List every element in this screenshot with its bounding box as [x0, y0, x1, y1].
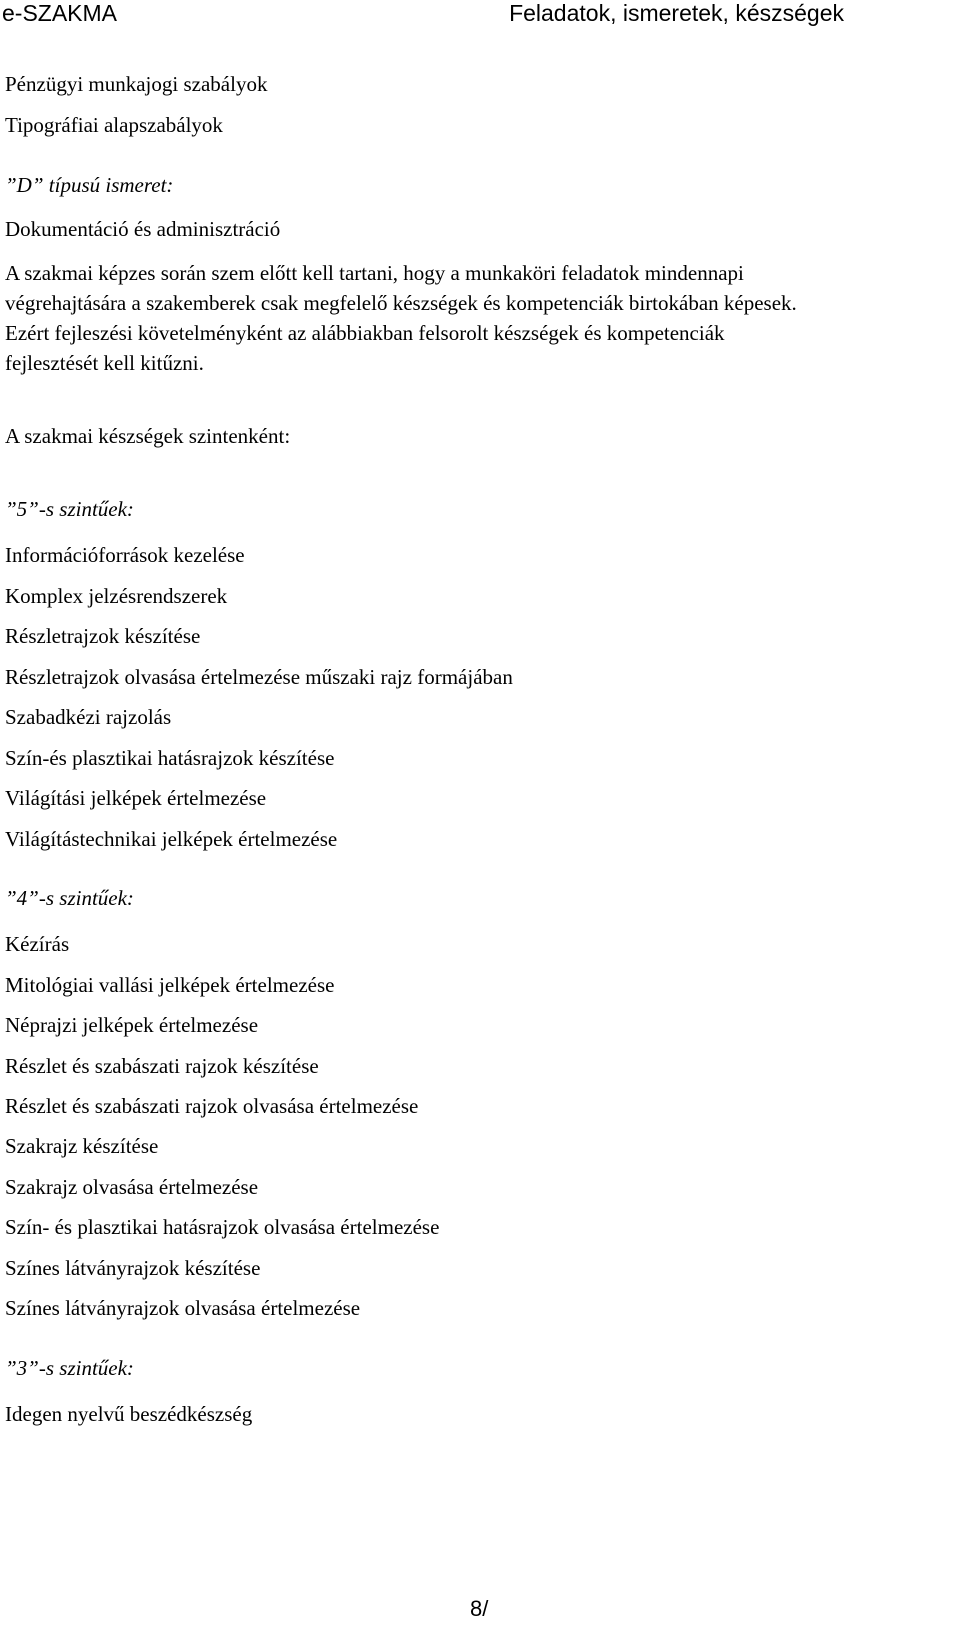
level-heading: ”3”-s szintűek: — [5, 1356, 134, 1380]
list-item: Szakrajz olvasása értelmezése — [5, 1175, 259, 1199]
paragraph-line: végrehajtására a szakemberek csak megfelelő készségek és kompetenciák birtokában képesek. — [5, 291, 797, 315]
list-item: Világítási jelképek értelmezése — [5, 786, 267, 810]
d-type-item: Dokumentáció és adminisztráció — [5, 217, 281, 241]
paragraph-line: fejlesztését kell kitűzni. — [5, 351, 204, 375]
list-item: Komplex jelzésrendszerek — [5, 584, 228, 608]
level-heading: ”5”-s szintűek: — [5, 497, 134, 521]
paragraph-line: Ezért fejleszési követelményként az alábbiakban felsorolt készségek és kompetenciák — [5, 321, 725, 345]
list-item: Színes látványrajzok olvasása értelmezése — [5, 1296, 361, 1320]
header-left-title: e-SZAKMA — [2, 0, 118, 26]
list-item: Részlet és szabászati rajzok olvasása értelmezése — [5, 1094, 419, 1118]
intro-line: Pénzügyi munkajogi szabályok — [5, 72, 268, 96]
level-heading: ”4”-s szintűek: — [5, 886, 134, 910]
header-right-title: Feladatok, ismeretek, készségek — [509, 0, 844, 26]
list-item: Szín- és plasztikai hatásrajzok olvasása értelmezése — [5, 1215, 440, 1239]
d-type-heading: ”D” típusú ismeret: — [5, 173, 174, 197]
list-item: Részletrajzok olvasása értelmezése műszaki rajz formájában — [5, 665, 513, 689]
list-item: Mitológiai vallási jelképek értelmezése — [5, 973, 335, 997]
intro-line: Tipográfiai alapszabályok — [5, 113, 223, 137]
paragraph-line: A szakmai képzes során szem előtt kell tartani, hogy a munkaköri feladatok mindennapi — [5, 261, 744, 285]
list-item: Néprajzi jelképek értelmezése — [5, 1013, 259, 1037]
list-item: Idegen nyelvű beszédkészség — [5, 1402, 253, 1426]
list-item: Szakrajz készítése — [5, 1134, 159, 1158]
skills-heading: A szakmai készségek szintenként: — [5, 424, 291, 448]
list-item: Világítástechnikai jelképek értelmezése — [5, 827, 338, 851]
list-item: Színes látványrajzok készítése — [5, 1256, 261, 1280]
list-item: Szabadkézi rajzolás — [5, 705, 172, 729]
page-number: 8/ — [470, 1596, 489, 1621]
list-item: Szín-és plasztikai hatásrajzok készítése — [5, 746, 335, 770]
page-header — [0, 0, 844, 30]
list-item: Információforrások kezelése — [5, 543, 245, 567]
list-item: Kézírás — [5, 932, 70, 956]
paragraph — [5, 258, 905, 378]
list-item: Részlet és szabászati rajzok készítése — [5, 1054, 319, 1078]
list-item: Részletrajzok készítése — [5, 624, 201, 648]
